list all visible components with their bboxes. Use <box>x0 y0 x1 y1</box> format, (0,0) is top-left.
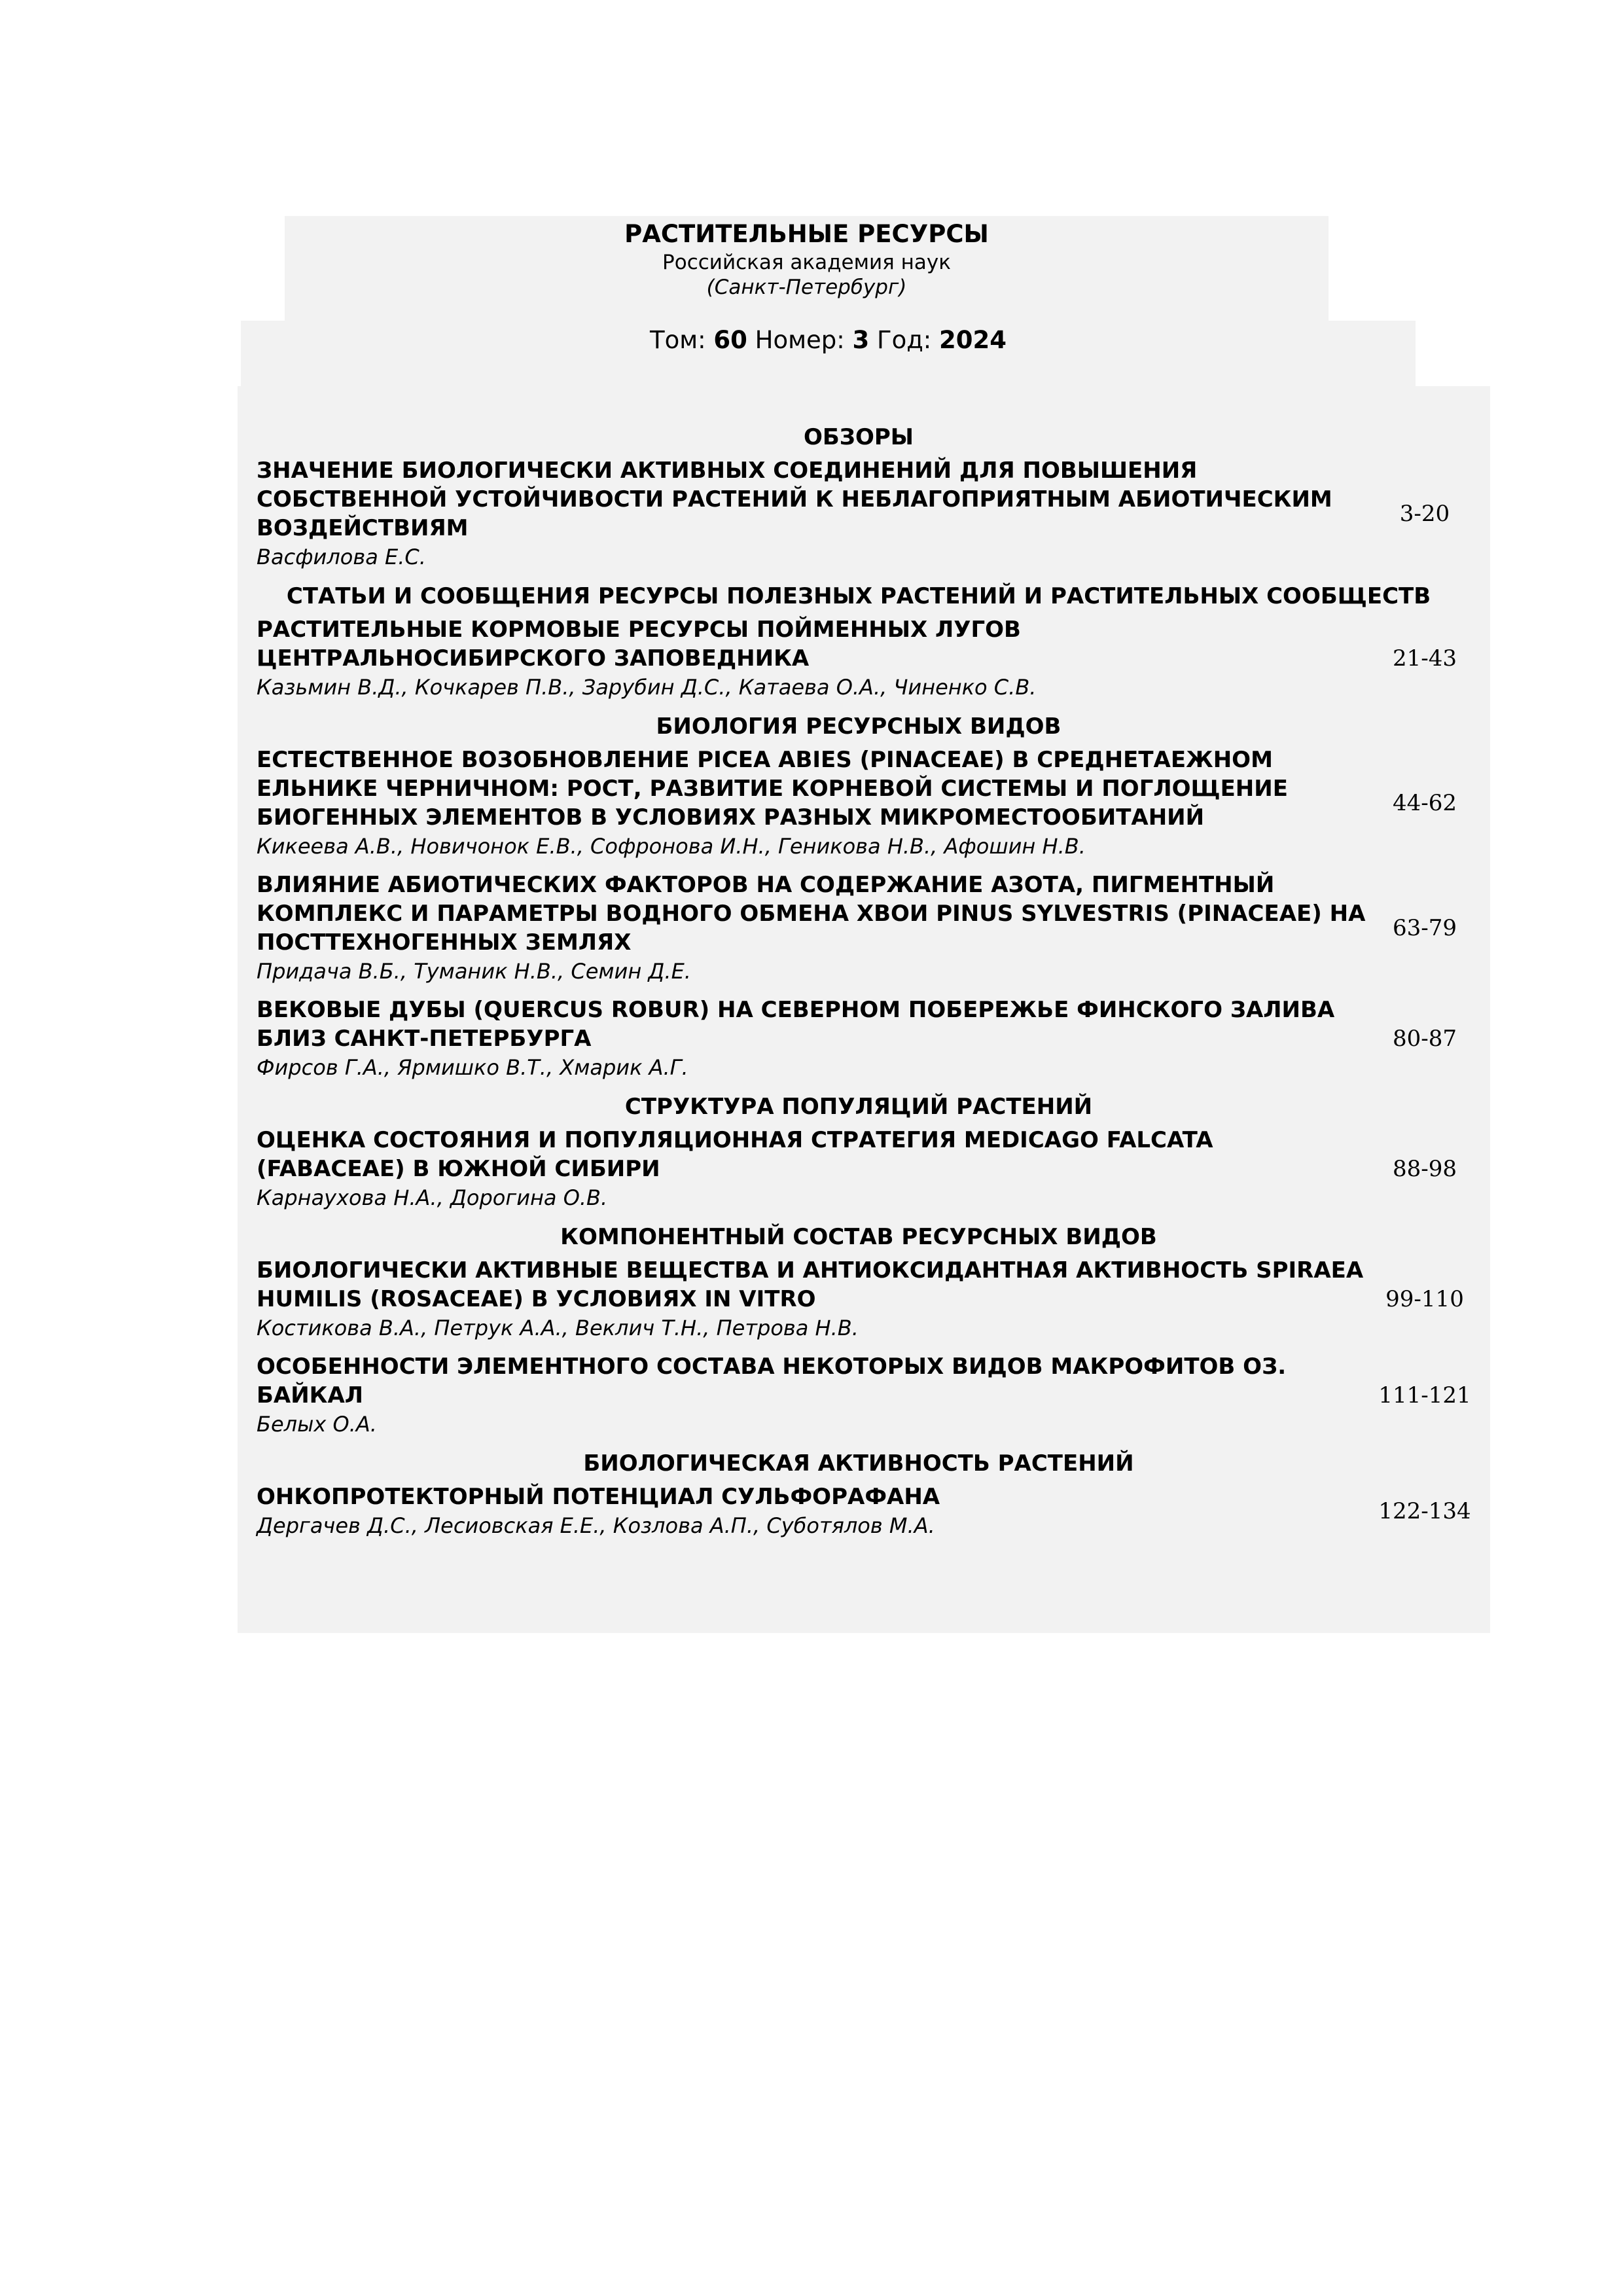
article-authors: Фирсов Г.А., Ярмишко В.Т., Хмарик А.Г. <box>257 1055 688 1080</box>
article-pages: 44-62 <box>1392 790 1457 816</box>
section-heading: БИОЛОГИЯ РЕСУРСНЫХ ВИДОВ <box>656 713 1061 740</box>
section-heading: ОБЗОРЫ <box>803 424 914 450</box>
journal-city: (Санкт-Петербург) <box>706 276 907 299</box>
article-title[interactable]: ОСОБЕННОСТИ ЭЛЕМЕНТНОГО СОСТАВА НЕКОТОРЫХ ВИДОВ МАКРОФИТОВ ОЗ. БАЙКАЛ <box>257 1354 1287 1408</box>
article-pages: 63-79 <box>1392 915 1457 941</box>
article-title[interactable]: ВЕКОВЫЕ ДУБЫ (QUERCUS ROBUR) НА СЕВЕРНОМ ПОБЕРЕЖЬЕ ФИНСКОГО ЗАЛИВА БЛИЗ САНКТ-ПЕТЕРБУРГА <box>257 997 1335 1052</box>
article-authors: Белых О.А. <box>257 1412 377 1437</box>
article-title[interactable]: ЗНАЧЕНИЕ БИОЛОГИЧЕСКИ АКТИВНЫХ СОЕДИНЕНИЙ ДЛЯ ПОВЫШЕНИЯ СОБСТВЕННОЙ УСТОЙЧИВОСТИ РАСТЕНИЙ К НЕБЛАГОПРИЯТНЫМ АБИОТИЧЕСКИМ ВОЗДЕЙСТВИЯМ <box>257 457 1332 541</box>
article-title[interactable]: БИОЛОГИЧЕСКИ АКТИВНЫЕ ВЕЩЕСТВА И АНТИОКСИДАНТНАЯ АКТИВНОСТЬ SPIRAEA HUMILIS (ROSACEAE) В УСЛОВИЯХ IN VITRO <box>257 1257 1364 1312</box>
entry-body <box>257 1256 1369 1342</box>
entry-body <box>257 615 1369 702</box>
article-authors: Кикеева А.В., Новичонок Е.В., Софронова И.Н., Геникова Н.В., Афошин Н.В. <box>257 834 1086 859</box>
article-pages: 99-110 <box>1385 1286 1464 1312</box>
article-pages: 21-43 <box>1392 645 1457 672</box>
journal-organization: Российская академия наук <box>662 251 951 274</box>
section-heading: СТАТЬИ И СООБЩЕНИЯ РЕСУРСЫ ПОЛЕЗНЫХ РАСТЕНИЙ И РАСТИТЕЛЬНЫХ СООБЩЕСТВ <box>286 583 1431 609</box>
article-authors: Карнаухова Н.А., Дорогина О.В. <box>257 1185 608 1210</box>
toc-entry[interactable] <box>257 742 1480 867</box>
section-heading: КОМПОНЕНТНЫЙ СОСТАВ РЕСУРСНЫХ ВИДОВ <box>560 1224 1157 1250</box>
year-value: 2024 <box>939 326 1007 354</box>
issue-info <box>241 321 1416 386</box>
entry-body <box>257 745 1369 861</box>
article-pages: 80-87 <box>1392 1026 1457 1052</box>
entry-body <box>257 1352 1369 1439</box>
journal-header <box>285 216 1329 321</box>
article-title[interactable]: ЕСТЕСТВЕННОЕ ВОЗОБНОВЛЕНИЕ PICEA ABIES (PINACEAE) В СРЕДНЕТАЕЖНОМ ЕЛЬНИКЕ ЧЕРНИЧНОМ: РОСТ, РАЗВИТИЕ КОРНЕВОЙ СИСТЕМЫ И ПОГЛОЩЕНИЕ БИОГЕННЫХ ЭЛЕМЕНТОВ В УСЛОВИЯХ РАЗНЫХ МИКРОМЕСТООБИТАНИЙ <box>257 747 1288 831</box>
volume-label: Том: <box>649 326 706 354</box>
toc-entry[interactable] <box>257 1253 1480 1349</box>
toc-entry[interactable] <box>257 1479 1480 1547</box>
section-heading: БИОЛОГИЧЕСКАЯ АКТИВНОСТЬ РАСТЕНИЙ <box>583 1450 1134 1477</box>
section-heading: СТРУКТУРА ПОПУЛЯЦИЙ РАСТЕНИЙ <box>624 1094 1093 1120</box>
volume-value: 60 <box>713 326 747 354</box>
table-of-contents <box>257 419 1480 1547</box>
issue-line <box>241 321 1416 356</box>
article-title[interactable]: ВЛИЯНИЕ АБИОТИЧЕСКИХ ФАКТОРОВ НА СОДЕРЖАНИЕ АЗОТА, ПИГМЕНТНЫЙ КОМПЛЕКС И ПАРАМЕТРЫ ВОДНОГО ОБМЕНА ХВОИ PINUS SYLVESTRIS (PINACEAE) НА ПОСТТЕХНОГЕННЫХ ЗЕМЛЯХ <box>257 872 1366 956</box>
article-pages: 88-98 <box>1392 1156 1457 1182</box>
entry-body <box>257 456 1369 571</box>
article-pages: 3-20 <box>1399 501 1450 527</box>
entry-body <box>257 1482 1369 1540</box>
toc-entry[interactable] <box>257 1122 1480 1219</box>
article-pages: 122-134 <box>1378 1498 1471 1524</box>
article-authors: Дергачев Д.С., Лесиовская Е.Е., Козлова А.П., Суботялов М.А. <box>257 1513 935 1538</box>
entry-body <box>257 870 1369 986</box>
article-title[interactable]: ОЦЕНКА СОСТОЯНИЯ И ПОПУЛЯЦИОННАЯ СТРАТЕГИЯ MEDICAGO FALCATA (FABACEAE) В ЮЖНОЙ СИБИРИ <box>257 1127 1213 1182</box>
journal-title: РАСТИТЕЛЬНЫЕ РЕСУРСЫ <box>624 220 989 248</box>
entry-body <box>257 1126 1369 1212</box>
article-title[interactable]: ОНКОПРОТЕКТОРНЫЙ ПОТЕНЦИАЛ СУЛЬФОРАФАНА <box>257 1484 940 1510</box>
number-label: Номер: <box>755 326 845 354</box>
toc-entry[interactable] <box>257 453 1480 578</box>
toc-entry[interactable] <box>257 612 1480 708</box>
article-authors: Придача В.Б., Туманик Н.В., Семин Д.Е. <box>257 959 691 984</box>
toc-entry[interactable] <box>257 867 1480 992</box>
article-pages: 111-121 <box>1378 1382 1471 1408</box>
article-title[interactable]: РАСТИТЕЛЬНЫЕ КОРМОВЫЕ РЕСУРСЫ ПОЙМЕННЫХ ЛУГОВ ЦЕНТРАЛЬНОСИБИРСКОГО ЗАПОВЕДНИКА <box>257 617 1021 672</box>
toc-entry[interactable] <box>257 992 1480 1088</box>
toc-entry[interactable] <box>257 1349 1480 1445</box>
article-authors: Костикова В.А., Петрук А.А., Веклич Т.Н., Петрова Н.В. <box>257 1316 859 1340</box>
entry-body <box>257 996 1369 1082</box>
number-value: 3 <box>852 326 870 354</box>
table-of-contents-panel <box>238 386 1490 1633</box>
article-authors: Казьмин В.Д., Кочкарев П.В., Зарубин Д.С., Катаева О.А., Чиненко С.В. <box>257 675 1037 700</box>
article-authors: Васфилова Е.С. <box>257 545 426 569</box>
year-label: Год: <box>877 326 932 354</box>
